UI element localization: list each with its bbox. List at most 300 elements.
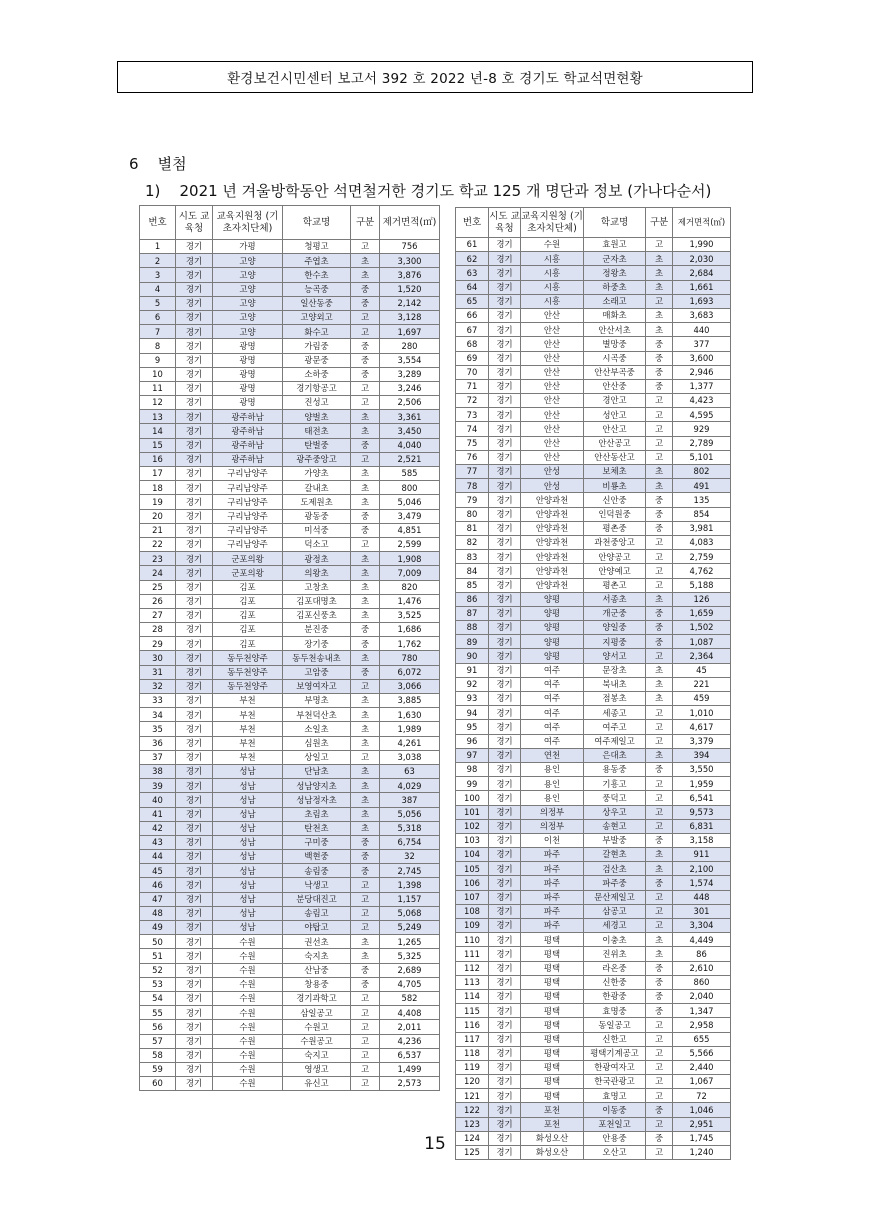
cell-school: 광문중	[283, 353, 351, 367]
cell-type: 고	[646, 805, 673, 819]
cell-type: 중	[351, 977, 380, 991]
table-row	[456, 379, 731, 393]
cell-sido: 경기	[176, 580, 213, 594]
table-row	[456, 919, 731, 933]
cell-area: 3,600	[673, 351, 731, 365]
section-number: 6	[129, 155, 139, 173]
cell-type: 초	[646, 252, 673, 266]
cell-school: 고양외고	[283, 310, 351, 324]
table-row	[140, 665, 440, 679]
cell-office: 평택	[521, 989, 584, 1003]
cell-no: 112	[456, 961, 489, 975]
cell-school: 소래고	[584, 294, 646, 308]
cell-office: 성남	[213, 835, 283, 849]
table-row	[456, 947, 731, 961]
cell-school: 부발중	[584, 833, 646, 847]
cell-type: 중	[351, 367, 380, 381]
cell-office: 평택	[521, 1004, 584, 1018]
cell-office: 안양과천	[521, 507, 584, 521]
cell-sido: 경기	[176, 850, 213, 864]
cell-area: 3,683	[673, 308, 731, 322]
cell-area: 1,661	[673, 280, 731, 294]
cell-type: 초	[351, 694, 380, 708]
cell-type: 초	[646, 465, 673, 479]
cell-sido: 경기	[489, 975, 521, 989]
cell-area: 135	[673, 493, 731, 507]
cell-office: 성남	[213, 921, 283, 935]
cell-school: 신안중	[584, 493, 646, 507]
report-header	[117, 61, 753, 93]
cell-school: 성남정자초	[283, 793, 351, 807]
cell-office: 시흥	[521, 266, 584, 280]
cell-area: 126	[673, 592, 731, 606]
cell-office: 화성오산	[521, 1131, 584, 1145]
table-row	[140, 1062, 440, 1076]
cell-type: 고	[646, 904, 673, 918]
cell-no: 53	[140, 977, 176, 991]
cell-area: 4,040	[380, 438, 440, 452]
table-row	[140, 509, 440, 523]
cell-type: 고	[351, 452, 380, 466]
table-row	[140, 708, 440, 722]
table-row	[456, 649, 731, 663]
cell-school: 상일고	[283, 750, 351, 764]
cell-area: 3,304	[673, 919, 731, 933]
cell-school: 평촌중	[584, 521, 646, 535]
cell-type: 초	[351, 495, 380, 509]
cell-no: 61	[456, 238, 489, 252]
cell-school: 보영여자고	[283, 679, 351, 693]
col-header-no: 번호	[140, 206, 176, 240]
cell-school: 비룡초	[584, 479, 646, 493]
cell-sido: 경기	[489, 748, 521, 762]
cell-no: 85	[456, 578, 489, 592]
cell-area: 459	[673, 692, 731, 706]
cell-office: 광명	[213, 353, 283, 367]
cell-type: 초	[351, 708, 380, 722]
cell-school: 단남초	[283, 764, 351, 778]
cell-area: 2,951	[673, 1117, 731, 1131]
cell-office: 양평	[521, 621, 584, 635]
cell-area: 5,325	[380, 949, 440, 963]
cell-sido: 경기	[176, 509, 213, 523]
cell-type: 초	[646, 947, 673, 961]
table-row	[456, 422, 731, 436]
cell-office: 고양	[213, 325, 283, 339]
cell-school: 서종초	[584, 592, 646, 606]
cell-office: 부천	[213, 722, 283, 736]
cell-sido: 경기	[489, 791, 521, 805]
table-row	[140, 736, 440, 750]
cell-school: 야탑고	[283, 921, 351, 935]
cell-school: 진성고	[283, 396, 351, 410]
cell-no: 122	[456, 1103, 489, 1117]
table-row	[140, 424, 440, 438]
cell-office: 수원	[213, 949, 283, 963]
table-row	[140, 1034, 440, 1048]
cell-area: 6,537	[380, 1048, 440, 1062]
cell-office: 안산	[521, 323, 584, 337]
cell-office: 동두천양주	[213, 651, 283, 665]
cell-office: 안산	[521, 365, 584, 379]
cell-type: 초	[351, 651, 380, 665]
table-row	[456, 734, 731, 748]
cell-sido: 경기	[489, 365, 521, 379]
cell-type: 초	[351, 793, 380, 807]
cell-type: 초	[351, 935, 380, 949]
cell-area: 2,946	[673, 365, 731, 379]
table-row	[140, 339, 440, 353]
cell-area: 4,236	[380, 1034, 440, 1048]
cell-no: 94	[456, 706, 489, 720]
table-row	[456, 592, 731, 606]
table-row	[140, 963, 440, 977]
cell-no: 64	[456, 280, 489, 294]
table-row	[456, 706, 731, 720]
cell-sido: 경기	[489, 550, 521, 564]
cell-office: 의정부	[521, 819, 584, 833]
cell-no: 51	[140, 949, 176, 963]
cell-school: 양벌초	[283, 410, 351, 424]
cell-area: 7,009	[380, 566, 440, 580]
cell-sido: 경기	[489, 266, 521, 280]
cell-school: 안산고	[584, 422, 646, 436]
cell-sido: 경기	[489, 805, 521, 819]
cell-no: 82	[456, 535, 489, 549]
table-row	[140, 552, 440, 566]
cell-sido: 경기	[489, 280, 521, 294]
cell-type: 초	[351, 722, 380, 736]
cell-school: 송현고	[584, 819, 646, 833]
cell-type: 고	[351, 325, 380, 339]
cell-sido: 경기	[176, 396, 213, 410]
cell-no: 87	[456, 606, 489, 620]
cell-type: 중	[646, 493, 673, 507]
cell-sido: 경기	[176, 424, 213, 438]
cell-office: 양평	[521, 606, 584, 620]
cell-office: 고양	[213, 310, 283, 324]
cell-type: 중	[646, 351, 673, 365]
cell-no: 49	[140, 921, 176, 935]
cell-type: 초	[351, 949, 380, 963]
cell-area: 3,128	[380, 310, 440, 324]
subsection-heading	[145, 180, 711, 201]
table-row	[140, 325, 440, 339]
cell-type: 고	[646, 1089, 673, 1103]
cell-sido: 경기	[489, 1060, 521, 1074]
cell-school: 한광여자고	[584, 1060, 646, 1074]
cell-school: 의왕초	[283, 566, 351, 580]
cell-type: 중	[351, 282, 380, 296]
cell-area: 3,158	[673, 833, 731, 847]
cell-no: 107	[456, 890, 489, 904]
cell-no: 80	[456, 507, 489, 521]
cell-type: 초	[351, 424, 380, 438]
cell-sido: 경기	[176, 722, 213, 736]
table-row	[140, 1048, 440, 1062]
table-row	[456, 351, 731, 365]
table-row	[456, 777, 731, 791]
cell-area: 1,157	[380, 892, 440, 906]
cell-sido: 경기	[176, 878, 213, 892]
cell-school: 이충초	[584, 933, 646, 947]
cell-area: 802	[673, 465, 731, 479]
cell-area: 4,705	[380, 977, 440, 991]
cell-area: 45	[673, 663, 731, 677]
cell-sido: 경기	[489, 635, 521, 649]
cell-school: 정왕초	[584, 266, 646, 280]
cell-no: 41	[140, 807, 176, 821]
cell-type: 초	[646, 479, 673, 493]
cell-office: 안산	[521, 450, 584, 464]
cell-area: 2,573	[380, 1077, 440, 1091]
cell-type: 고	[351, 679, 380, 693]
table-row	[456, 805, 731, 819]
cell-type: 중	[646, 521, 673, 535]
cell-sido: 경기	[176, 1048, 213, 1062]
cell-no: 24	[140, 566, 176, 580]
cell-no: 81	[456, 521, 489, 535]
cell-type: 중	[351, 623, 380, 637]
cell-sido: 경기	[489, 308, 521, 322]
cell-sido: 경기	[489, 1103, 521, 1117]
cell-office: 성남	[213, 892, 283, 906]
cell-school: 갈내초	[283, 481, 351, 495]
table-row	[456, 308, 731, 322]
cell-no: 11	[140, 381, 176, 395]
cell-area: 4,261	[380, 736, 440, 750]
cell-type: 초	[646, 848, 673, 862]
cell-office: 의정부	[521, 805, 584, 819]
cell-school: 상우고	[584, 805, 646, 819]
cell-area: 491	[673, 479, 731, 493]
cell-school: 하중초	[584, 280, 646, 294]
cell-sido: 경기	[489, 1004, 521, 1018]
cell-no: 20	[140, 509, 176, 523]
cell-type: 중	[351, 339, 380, 353]
cell-type: 초	[351, 552, 380, 566]
cell-no: 67	[456, 323, 489, 337]
cell-office: 가평	[213, 240, 283, 254]
cell-school: 검산초	[584, 862, 646, 876]
cell-no: 98	[456, 762, 489, 776]
cell-area: 5,068	[380, 906, 440, 920]
cell-school: 가양초	[283, 467, 351, 481]
cell-office: 안산	[521, 337, 584, 351]
cell-type: 고	[646, 294, 673, 308]
cell-type: 고	[646, 734, 673, 748]
cell-office: 안양과천	[521, 550, 584, 564]
cell-no: 30	[140, 651, 176, 665]
cell-type: 초	[351, 594, 380, 608]
cell-area: 3,289	[380, 367, 440, 381]
cell-school: 한광중	[584, 989, 646, 1003]
cell-area: 448	[673, 890, 731, 904]
cell-type: 고	[646, 238, 673, 252]
cell-school: 시곡중	[584, 351, 646, 365]
cell-no: 113	[456, 975, 489, 989]
table-row	[456, 663, 731, 677]
cell-sido: 경기	[176, 410, 213, 424]
table-row	[456, 479, 731, 493]
cell-sido: 경기	[176, 1020, 213, 1034]
cell-office: 평택	[521, 1060, 584, 1074]
cell-school: 효명중	[584, 1004, 646, 1018]
cell-type: 고	[646, 819, 673, 833]
cell-no: 3	[140, 268, 176, 282]
cell-type: 중	[646, 876, 673, 890]
cell-school: 지평중	[584, 635, 646, 649]
cell-sido: 경기	[489, 1146, 521, 1160]
cell-school: 초림초	[283, 807, 351, 821]
cell-type: 고	[646, 1117, 673, 1131]
cell-type: 초	[351, 566, 380, 580]
cell-office: 김포	[213, 580, 283, 594]
table-row	[140, 694, 440, 708]
cell-school: 권선초	[283, 935, 351, 949]
cell-office: 안양과천	[521, 493, 584, 507]
cell-sido: 경기	[489, 394, 521, 408]
cell-area: 854	[673, 507, 731, 521]
cell-area: 5,046	[380, 495, 440, 509]
cell-area: 2,440	[673, 1060, 731, 1074]
cell-office: 안양과천	[521, 535, 584, 549]
table-row	[456, 621, 731, 635]
cell-office: 수원	[213, 991, 283, 1005]
cell-no: 78	[456, 479, 489, 493]
cell-no: 45	[140, 864, 176, 878]
cell-area: 1,762	[380, 637, 440, 651]
table-row	[140, 381, 440, 395]
cell-no: 17	[140, 467, 176, 481]
cell-no: 2	[140, 254, 176, 268]
cell-area: 2,745	[380, 864, 440, 878]
table-row	[456, 238, 731, 252]
cell-office: 수원	[213, 963, 283, 977]
cell-area: 394	[673, 748, 731, 762]
cell-sido: 경기	[176, 736, 213, 750]
cell-no: 100	[456, 791, 489, 805]
cell-type: 고	[351, 310, 380, 324]
cell-area: 1,659	[673, 606, 731, 620]
cell-office: 부천	[213, 750, 283, 764]
cell-area: 4,423	[673, 394, 731, 408]
cell-sido: 경기	[489, 862, 521, 876]
table-row	[140, 637, 440, 651]
table-row	[140, 367, 440, 381]
cell-school: 갈현초	[584, 848, 646, 862]
cell-office: 성남	[213, 807, 283, 821]
table-row	[456, 1060, 731, 1074]
cell-no: 54	[140, 991, 176, 1005]
cell-sido: 경기	[489, 777, 521, 791]
cell-area: 3,038	[380, 750, 440, 764]
cell-office: 고양	[213, 268, 283, 282]
cell-area: 2,011	[380, 1020, 440, 1034]
cell-no: 96	[456, 734, 489, 748]
cell-area: 5,566	[673, 1046, 731, 1060]
cell-no: 111	[456, 947, 489, 961]
col-header-type: 구분	[646, 208, 673, 238]
cell-area: 1,959	[673, 777, 731, 791]
cell-sido: 경기	[176, 381, 213, 395]
table-row	[140, 566, 440, 580]
table-row	[456, 862, 731, 876]
cell-school: 라온중	[584, 961, 646, 975]
table-row	[140, 240, 440, 254]
cell-no: 40	[140, 793, 176, 807]
cell-sido: 경기	[176, 594, 213, 608]
table-row	[140, 764, 440, 778]
cell-school: 동일공고	[584, 1018, 646, 1032]
cell-sido: 경기	[489, 919, 521, 933]
cell-no: 38	[140, 764, 176, 778]
cell-school: 수원공고	[283, 1034, 351, 1048]
cell-school: 분당대진고	[283, 892, 351, 906]
cell-school: 안산중	[584, 379, 646, 393]
table-row	[456, 436, 731, 450]
cell-no: 31	[140, 665, 176, 679]
cell-office: 용인	[521, 777, 584, 791]
cell-no: 22	[140, 537, 176, 551]
cell-sido: 경기	[176, 977, 213, 991]
cell-sido: 경기	[176, 651, 213, 665]
cell-no: 5	[140, 296, 176, 310]
col-header-sido: 시도 교육청	[489, 208, 521, 238]
table-row	[140, 1077, 440, 1091]
cell-sido: 경기	[489, 692, 521, 706]
table-row	[456, 876, 731, 890]
cell-no: 16	[140, 452, 176, 466]
cell-sido: 경기	[176, 906, 213, 920]
cell-school: 안용중	[584, 1131, 646, 1145]
cell-area: 1,990	[673, 238, 731, 252]
table-row	[456, 408, 731, 422]
table-row	[456, 677, 731, 691]
cell-school: 진위초	[584, 947, 646, 961]
cell-type: 고	[351, 381, 380, 395]
cell-office: 부천	[213, 708, 283, 722]
cell-area: 2,759	[673, 550, 731, 564]
cell-office: 용인	[521, 791, 584, 805]
cell-area: 1,398	[380, 878, 440, 892]
cell-office: 고양	[213, 254, 283, 268]
table-row	[456, 890, 731, 904]
cell-office: 성남	[213, 764, 283, 778]
cell-sido: 경기	[489, 351, 521, 365]
table-row	[456, 692, 731, 706]
cell-type: 고	[351, 1006, 380, 1020]
table-row	[456, 848, 731, 862]
table-row	[140, 1006, 440, 1020]
cell-school: 태전초	[283, 424, 351, 438]
cell-no: 70	[456, 365, 489, 379]
cell-office: 광주하남	[213, 452, 283, 466]
col-header-school: 학교명	[283, 206, 351, 240]
cell-no: 8	[140, 339, 176, 353]
cell-sido: 경기	[176, 552, 213, 566]
cell-type: 고	[351, 878, 380, 892]
cell-type: 고	[351, 1020, 380, 1034]
cell-sido: 경기	[489, 606, 521, 620]
cell-no: 118	[456, 1046, 489, 1060]
cell-sido: 경기	[176, 1034, 213, 1048]
cell-area: 860	[673, 975, 731, 989]
cell-school: 유신고	[283, 1077, 351, 1091]
cell-no: 120	[456, 1075, 489, 1089]
table-row	[456, 535, 731, 549]
cell-school: 가림중	[283, 339, 351, 353]
